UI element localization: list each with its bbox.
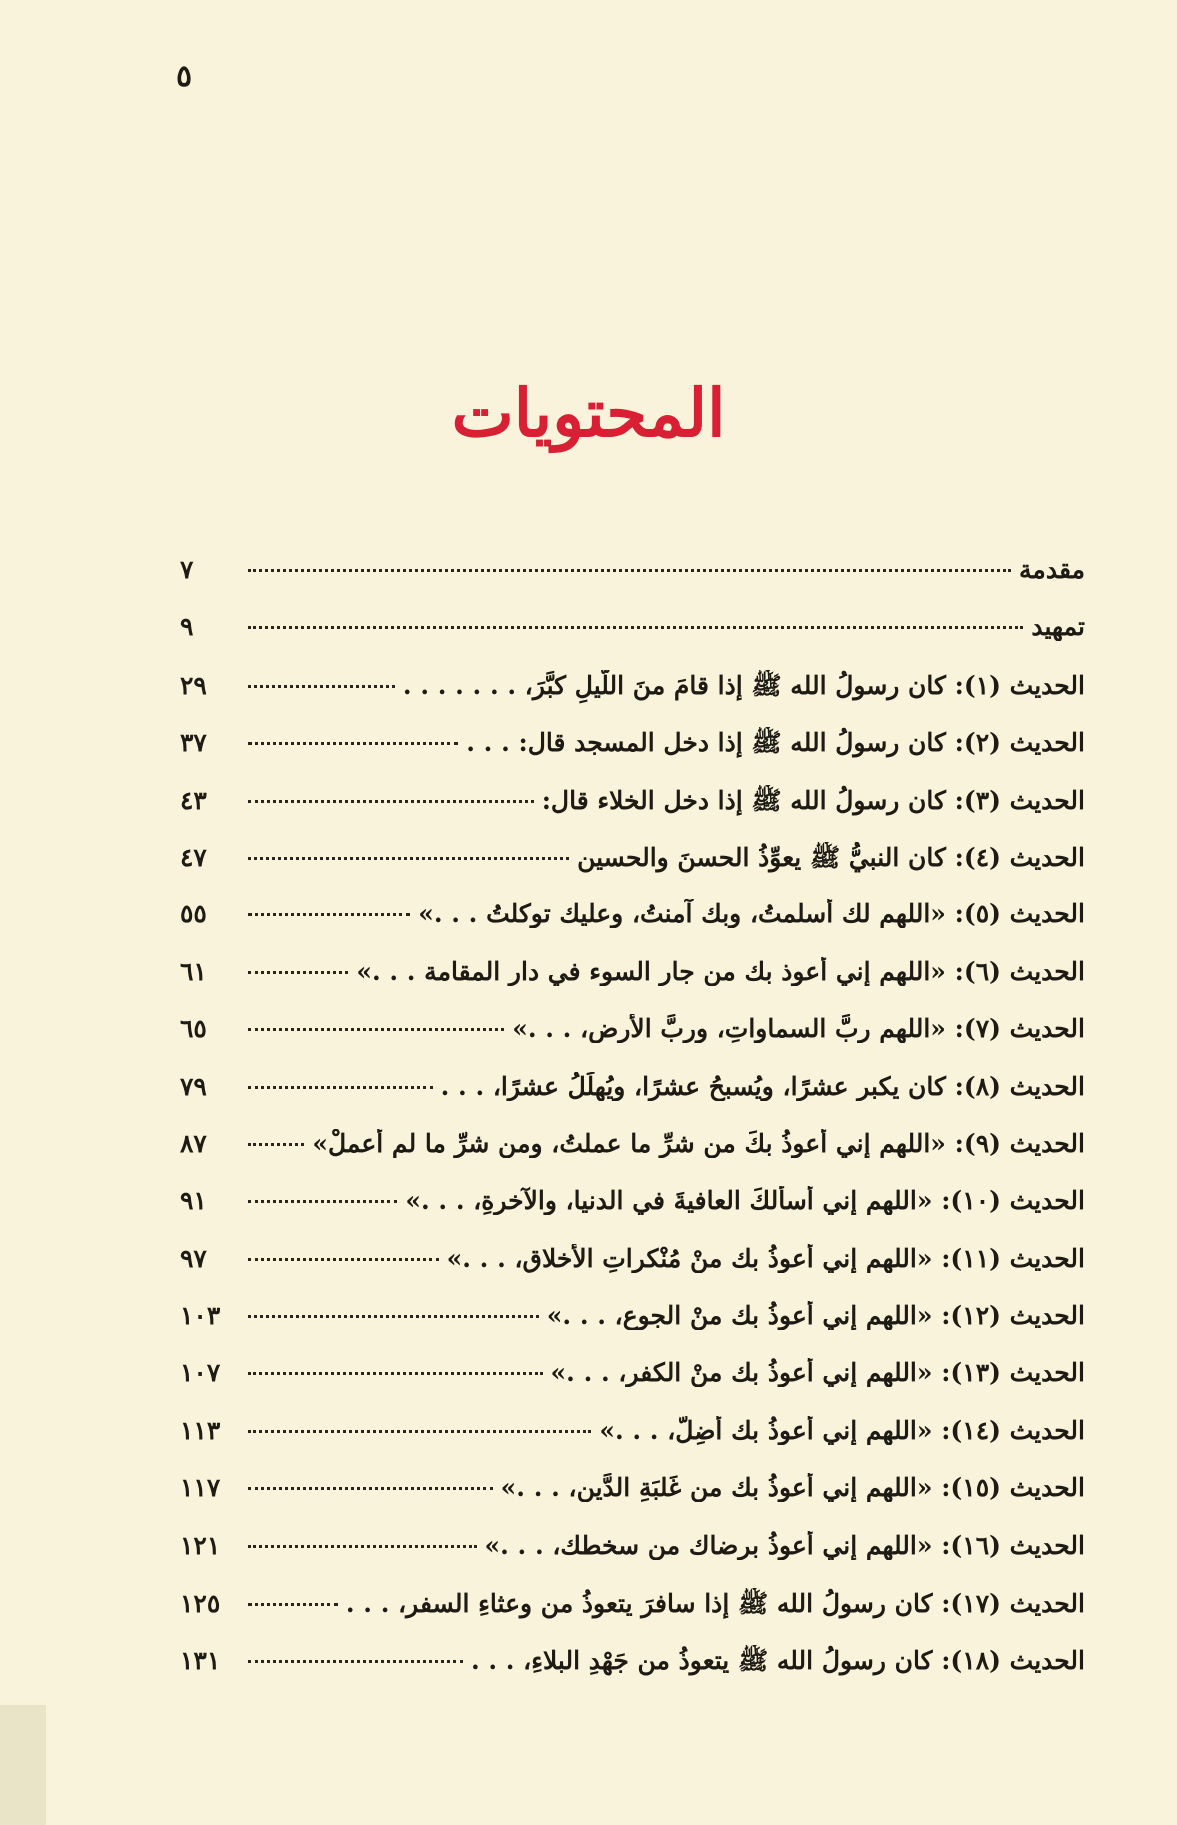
toc-entry[interactable] [180, 555, 1085, 612]
toc-entry-text: تمهيد [1031, 612, 1085, 642]
dot-leader [248, 913, 410, 916]
toc-entry[interactable] [180, 785, 1085, 842]
toc-entry[interactable] [180, 1014, 1085, 1071]
dot-leader [248, 1545, 477, 1548]
toc-entry-page: ٩١ [180, 1186, 207, 1216]
dot-leader [248, 1315, 539, 1318]
toc-entry-text: الحديث (١٠): «اللهم إني أسألكَ العافيةَ في الدنيا، والآخرةِ، . . .» [405, 1186, 1085, 1216]
toc-entry-page: ٣٧ [180, 728, 207, 758]
dot-leader [248, 1200, 397, 1203]
toc-entry-text: الحديث (١): كان رسولُ الله ﷺ إذا قامَ منَ اللَّيلِ كبَّرَ، . . . . . . . [402, 670, 1085, 700]
toc-entry-text: الحديث (٨): كان يكبر عشرًا، ويُسبحُ عشرًا، ويُهلِّلُ عشرًا، . . . [440, 1071, 1085, 1101]
toc-entry-text: الحديث (١٧): كان رسولُ الله ﷺ إذا سافرَ يتعوذُ من وعثاءِ السفر، . . . [345, 1589, 1085, 1619]
dot-leader [248, 971, 348, 974]
toc-entry-page: ١٠٣ [180, 1301, 221, 1331]
dot-leader [248, 1660, 463, 1663]
toc-entry[interactable] [180, 1645, 1085, 1702]
toc-entry-text: الحديث (١١): «اللهم إني أعوذُ بك منْ مُنْكراتِ الأخلاقِ، . . .» [446, 1243, 1085, 1273]
toc-entry-text: الحديث (٥): «اللهم لك أَسلمتُ، وبك آمنتُ، وعليك توكلتُ . . .» [418, 899, 1085, 929]
dot-leader [248, 1086, 433, 1089]
toc-entry[interactable] [180, 1301, 1085, 1358]
page-title: المحتويات [451, 374, 726, 452]
dot-leader [248, 800, 534, 803]
dot-leader [248, 1258, 439, 1261]
watermark-logo [0, 1705, 46, 1825]
toc-entry-page: ٨٧ [180, 1128, 207, 1158]
toc-entry-page: ٩٧ [180, 1243, 207, 1273]
table-of-contents [180, 555, 1085, 1703]
dot-leader [248, 685, 395, 688]
toc-entry[interactable] [180, 1588, 1085, 1645]
toc-entry[interactable] [180, 670, 1085, 727]
toc-entry-text: الحديث (١٢): «اللهم إني أعوذُ بك منْ الجوعِ، . . .» [546, 1301, 1085, 1331]
toc-entry-text: الحديث (٤): كان النبيُّ ﷺ يعوِّذُ الحسنَ والحسين [577, 842, 1085, 872]
toc-entry[interactable] [180, 842, 1085, 899]
toc-entry[interactable] [180, 1244, 1085, 1301]
toc-entry[interactable] [180, 1129, 1085, 1186]
toc-entry-text: الحديث (١٦): «اللهم إني أعوذُ برضاك من سخطك، . . .» [484, 1530, 1085, 1560]
toc-entry[interactable] [180, 1473, 1085, 1530]
toc-entry-page: ٩ [180, 612, 194, 642]
dot-leader [248, 1487, 493, 1490]
toc-entry-text: الحديث (١٨): كان رسولُ الله ﷺ يتعوذُ من جَهْدِ البلاءِ، . . . [470, 1646, 1085, 1676]
toc-entry-page: ٢٩ [180, 670, 207, 700]
toc-entry-text: الحديث (١٥): «اللهم إني أعوذُ بك من غَلبَةِ الدَّين، . . .» [500, 1473, 1085, 1503]
toc-entry-page: ١٢٥ [180, 1589, 221, 1619]
toc-entry[interactable] [180, 899, 1085, 956]
dot-leader [248, 1143, 304, 1146]
toc-entry-page: ١١٣ [180, 1415, 221, 1445]
toc-entry-text: الحديث (٦): «اللهم إني أعوذ بك من جار السوء في دار المقامة . . .» [356, 956, 1085, 986]
toc-entry-page: ٧٩ [180, 1071, 207, 1101]
toc-entry-page: ٧ [180, 555, 194, 584]
dot-leader [248, 626, 1023, 629]
toc-entry-text: الحديث (١٤): «اللهم إني أعوذُ بك أَضِلَّ، . . .» [599, 1415, 1085, 1445]
toc-entry-page: ٤٧ [180, 842, 207, 872]
dot-leader [248, 1028, 504, 1031]
toc-entry-page: ٦١ [180, 956, 207, 986]
toc-entry-page: ٦٥ [180, 1014, 207, 1044]
toc-entry-text: الحديث (٧): «اللهم ربَّ السماواتِ، وربَّ الأرض، . . .» [512, 1014, 1085, 1044]
toc-entry-page: ٥٥ [180, 899, 207, 929]
toc-entry-text: الحديث (٩): «اللهم إني أعوذُ بكَ من شرِّ ما عملتُ، ومن شرِّ ما لم أعملْ» [312, 1128, 1085, 1158]
toc-entry-page: ١٠٧ [180, 1358, 221, 1388]
toc-entry[interactable] [180, 957, 1085, 1014]
toc-entry-page: ١١٧ [180, 1473, 221, 1503]
page-number: ٥ [176, 59, 193, 94]
toc-entry[interactable] [180, 612, 1085, 669]
toc-entry-text: الحديث (٢): كان رسولُ الله ﷺ إذا دخل المسجد قال: . . . [466, 728, 1085, 758]
toc-entry[interactable] [180, 727, 1085, 784]
toc-entry[interactable] [180, 1072, 1085, 1129]
toc-entry-text: الحديث (٣): كان رسولُ الله ﷺ إذا دخل الخلاء قال: [541, 785, 1085, 815]
toc-entry[interactable] [180, 1416, 1085, 1473]
dot-leader [248, 569, 1011, 572]
toc-entry[interactable] [180, 1531, 1085, 1588]
toc-entry-page: ٤٣ [180, 785, 207, 815]
dot-leader [248, 1430, 591, 1433]
toc-entry-page: ١٣١ [180, 1646, 221, 1676]
toc-entry[interactable] [180, 1358, 1085, 1415]
dot-leader [248, 1603, 338, 1606]
dot-leader [248, 1372, 543, 1375]
toc-entry[interactable] [180, 1186, 1085, 1243]
toc-entry-page: ١٢١ [180, 1530, 221, 1560]
toc-entry-text: الحديث (١٣): «اللهم إني أعوذُ بك منْ الكفرِ، . . .» [550, 1358, 1085, 1388]
dot-leader [248, 857, 569, 860]
dot-leader [248, 742, 458, 745]
toc-entry-text: مقدمة [1019, 555, 1085, 584]
